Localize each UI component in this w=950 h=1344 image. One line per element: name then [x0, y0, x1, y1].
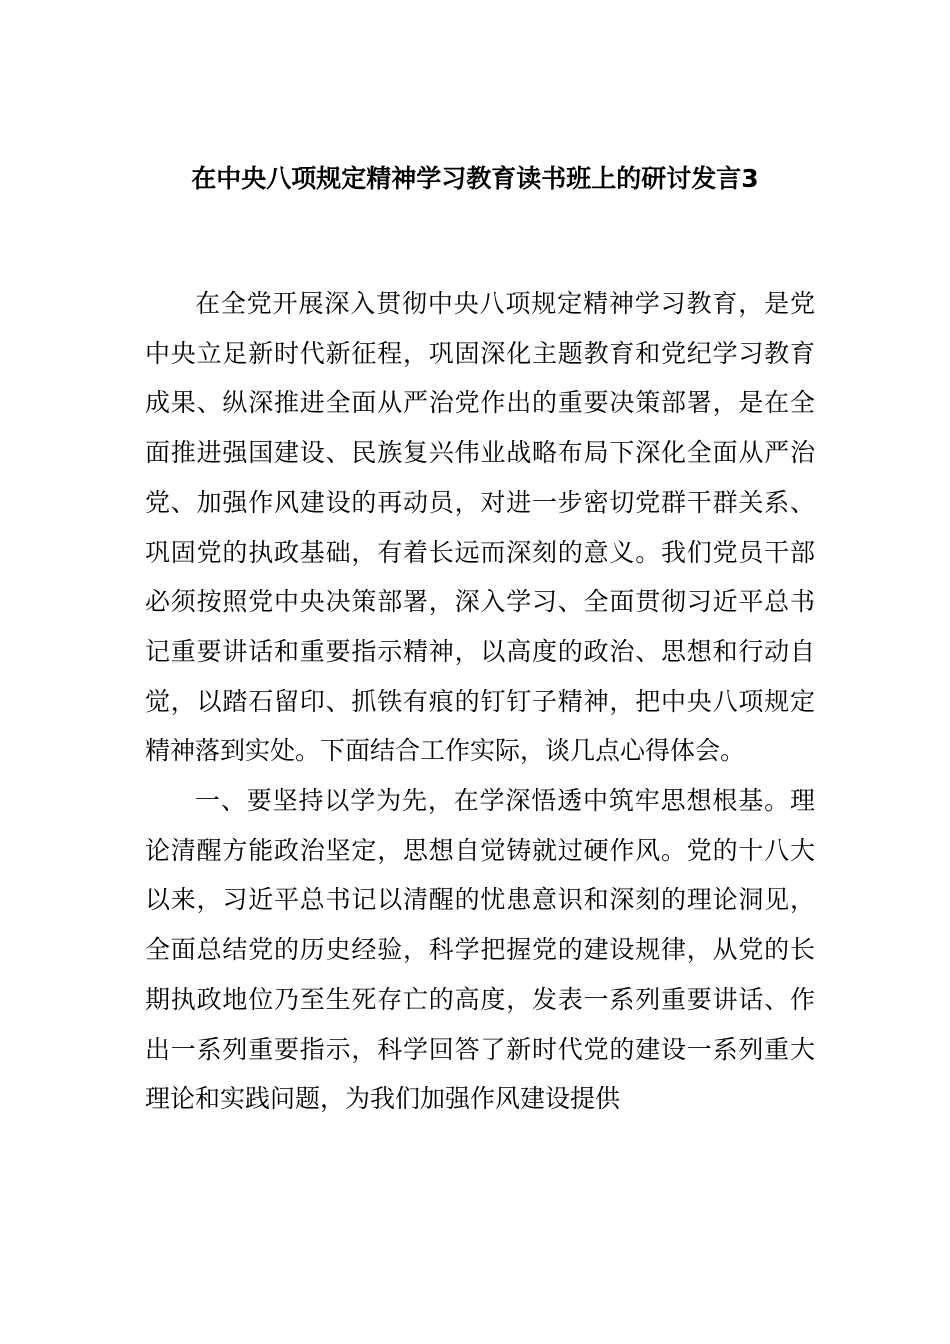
document-body — [145, 279, 815, 1124]
document-title: 在中央八项规定精神学习教育读书班上的研讨发言3 — [191, 164, 759, 193]
paragraph-section-one: 一、要坚持以学为先，在学深悟透中筑牢思想根基。理论清醒方能政治坚定，思想自觉铸就过硬作风。党的十八大以来，习近平总书记以清醒的忧患意识和深刻的理论洞见，全面总结党的历史经验，科学把握党的建设规律，从党的长期执政地位乃至生死存亡的高度，发表一系列重要讲话、作出一系列重要指示，科学回答了新时代党的建设一系列重大理论和实践问题，为我们加强作风建设提供 — [145, 786, 815, 1114]
paragraph-intro: 在全党开展深入贯彻中央八项规定精神学习教育，是党中央立足新时代新征程，巩固深化主题教育和党纪学习教育成果、纵深推进全面从严治党作出的重要决策部署，是在全面推进强国建设、民族复兴伟业战略布局下深化全面从严治党、加强作风建设的再动员，对进一步密切党群干群关系、巩固党的执政基础，有着长远而深刻的意义。我们党员干部必须按照党中央决策部署，深入学习、全面贯彻习近平总书记重要讲话和重要指示精神，以高度的政治、思想和行动自觉，以踏石留印、抓铁有痕的钉钉子精神，把中央八项规定精神落到实处。下面结合工作实际，谈几点心得体会。 — [145, 289, 815, 766]
